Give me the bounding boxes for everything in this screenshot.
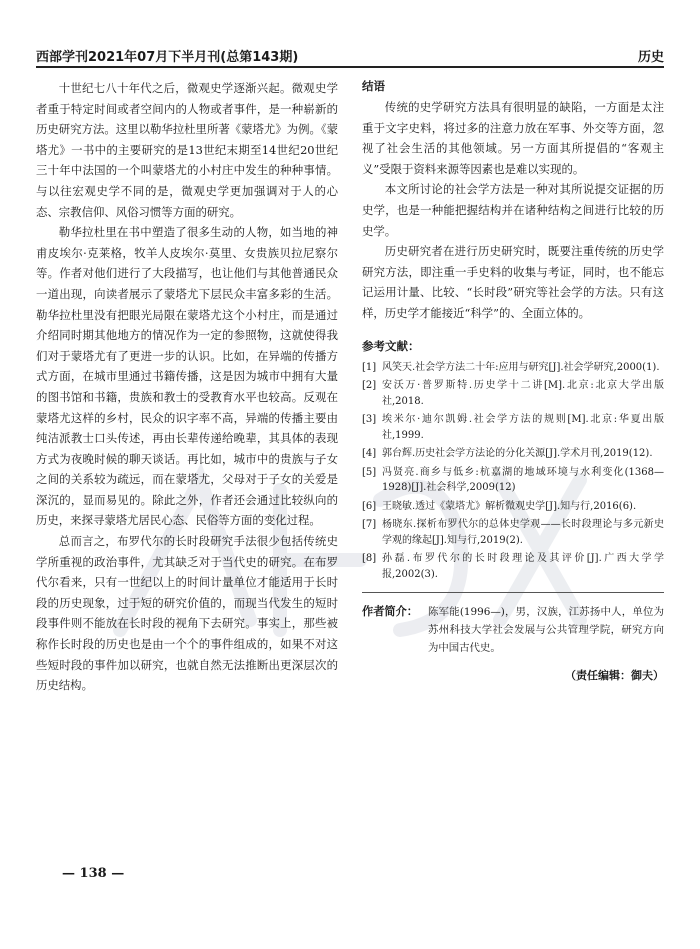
author-bio <box>362 603 664 657</box>
conclusion-heading: 结语 <box>362 79 385 93</box>
references-list <box>362 360 664 583</box>
page-number: — 138 — <box>62 866 125 881</box>
reference-item <box>362 378 664 409</box>
reference-item <box>362 465 664 496</box>
reference-text: 埃米尔·迪尔凯姆.社会学方法的规则[M].北京:华夏出版社,1999. <box>382 414 664 441</box>
reference-number: [3] <box>362 414 377 426</box>
right-column <box>362 78 664 683</box>
reference-number: [1] <box>362 361 377 373</box>
reference-item <box>362 551 664 582</box>
reference-text: 王晓敏.透过《蒙塔尤》解析微观史学[J].知与行,2016(6). <box>382 500 637 512</box>
reference-number: [5] <box>362 466 377 478</box>
reference-item <box>362 446 664 462</box>
reference-text: 冯贤亮.商乡与低乡:杭嘉湖的地域环境与水利变化(1368—1928)[J].社会科学,2009(12) <box>382 466 664 494</box>
body-paragraph: 十世纪七八十年代之后，微观史学逐渐兴起。微观史学者重于特定时间或者空间内的人物或者事件，是一种崭新的历史研究方法。这里以勒华拉杜里所著《蒙塔尤》为例。《蒙塔尤》一书中的主要研究的是13世纪末期至14世纪20世纪三十年中法国的一个叫蒙塔尤的小村庄中发生的种种事情。与以往宏观史学不同的是，微观史学更加强调对于人的心态、宗教信仰、风俗习惯等方面的研究。 <box>36 81 338 219</box>
reference-text: 郭台辉.历史社会学方法论的分化关源[J].学术月刊,2019(12). <box>382 448 653 460</box>
reference-text: 杨晓东.探析布罗代尔的总体史学观——长时段理论与多元新史学观的缘起[J].知与行,2019(2). <box>382 519 664 546</box>
reference-number: [2] <box>362 380 377 392</box>
body-paragraph: 勒华拉杜里在书中塑造了很多生动的人物，如当地的神甫皮埃尔·克莱格，牧羊人皮埃尔·莫里、女贵族贝拉尼察尔等。作者对他们进行了大段描写，也让他们与其他普通民众一道出现，向读者展示了蒙塔尤下层民众丰富多彩的生活。勒华拉杜里没有把眼光局限在蒙塔尤这个小村庄，而是通过介绍同时期其他地方的情况作为一定的参照物，这就使得我们对于蒙塔尤有了更进一步的认识。比如，在异端的传播方式方面，在城市里通过书籍传播，这是因为城市中拥有大量的图书馆和书籍，贵族和教士的受教育水平也较高。反观在蒙塔尤这样的乡村，民众的识字率不高，异端的传播主要由纯洁派教士口头传述，再由长辈传递给晚辈，其具体的表现方式为夜晚时候的聊天谈话。再比如，城市中的贵族与子女之间的关系较为疏远，而在蒙塔尤，父母对于子女的关爱是深沉的，显而易见的。除此之外，作者还会通过比较纵向的历史，来探寻蒙塔尤居民心态、民俗等方面的变化过程。 <box>36 225 338 528</box>
left-column <box>36 78 338 696</box>
reference-number: [8] <box>362 553 377 565</box>
reference-text: 安沃万·普罗斯特.历史学十二讲[M].北京:北京大学出版社,2018. <box>382 380 664 407</box>
reference-number: [6] <box>362 500 377 512</box>
author-text: 陈军能(1996—)，男，汉族，江苏扬中人，单位为苏州科技大学社会发展与公共管理学院，研究方向为中国古代史。 <box>428 606 664 655</box>
reference-item <box>362 360 664 376</box>
reference-text: 孙磊.布罗代尔的长时段理论及其评价[J].广西大学学报,2002(3). <box>382 553 664 580</box>
page-header <box>36 44 664 68</box>
reference-item <box>362 412 664 443</box>
editor-note: （责任编辑：御夫） <box>565 669 664 683</box>
reference-number: [4] <box>362 448 377 460</box>
body-paragraph: 总而言之，布罗代尔的长时段研究手法很少包括传统史学所重视的政治事件，尤其缺乏对于当代史的研究。在布罗代尔看来，只有一世纪以上的时间计量单位才能适用于长时段的历史现象，过于短的研究价值的，而现当代发生的短时段事件则不能放在长时段的视角下去研究。事实上，那些被称作长时段的历史也是由一个个的事件组成的，如果不对这些短时段的事件加以研究，也就自然无法推断出更深层次的历史结构。 <box>36 534 338 693</box>
reference-number: [7] <box>362 519 377 531</box>
author-divider <box>362 592 664 593</box>
references-heading: 参考文献： <box>362 338 420 353</box>
reference-item <box>362 517 664 548</box>
reference-text: 风笑天.社会学方法二十年:应用与研究[J].社会学研究,2000(1). <box>382 361 660 373</box>
journal-issue: 西部学刊2021年07月下半月刊(总第143期) <box>36 50 299 65</box>
conclusion-paragraph: 传统的史学研究方法具有很明显的缺陷，一方面是太注重于文字史料，将过多的注意力放在军事、外交等方面，忽视了社会生活的其他领域。另一方面其所提倡的“客观主义”受限于资料来源等因素也是难以实现的。 <box>362 100 664 176</box>
conclusion-paragraph: 本文所讨论的社会学方法是一种对其所说提交证据的历史学，也是一种能把握结构并在诸种结构之间进行比较的历史学。 <box>362 182 664 238</box>
author-label: 作者简介： <box>362 605 418 619</box>
conclusion-paragraph: 历史研究者在进行历史研究时，既要注重传统的历史学研究方法，即注重一手史料的收集与考证，同时，也不能忘记运用计量、比较、“长时段”研究等社会学的方法。只有这样，历史学才能接近“科学”的、全面立体的。 <box>362 244 664 320</box>
reference-item <box>362 499 664 515</box>
section-category: 历史 <box>637 50 664 65</box>
